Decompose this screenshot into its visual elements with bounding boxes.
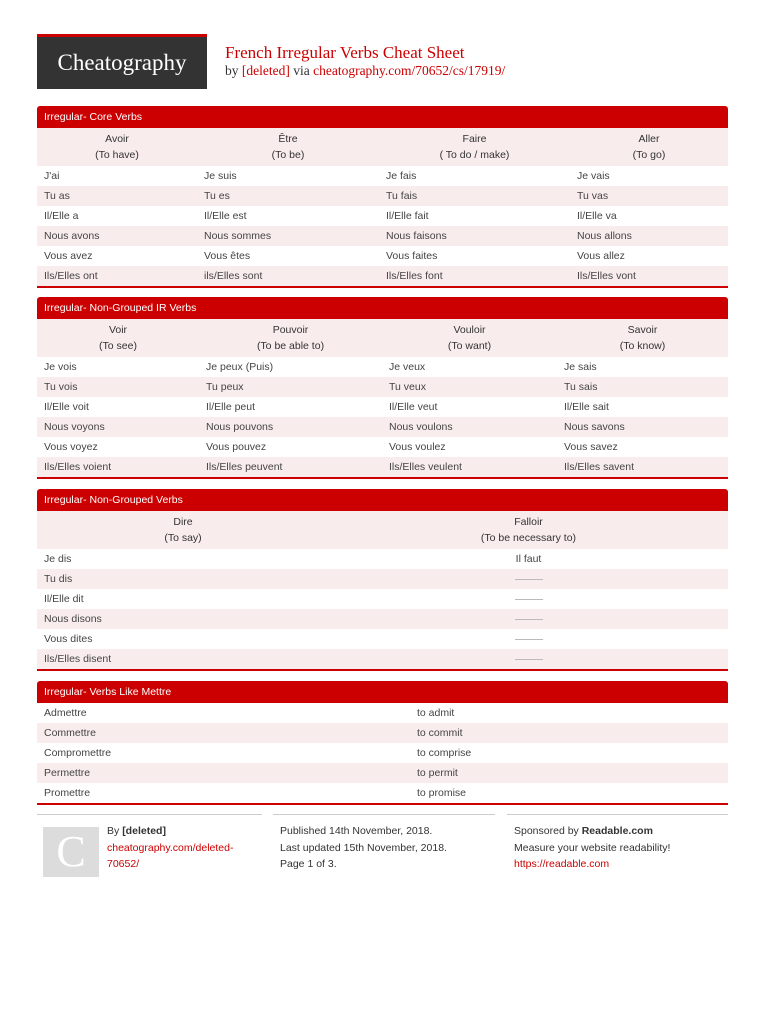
- table-row: [37, 206, 728, 226]
- table-cell: Tu vas: [577, 190, 609, 202]
- verb-name: Savoir: [627, 324, 658, 336]
- table-cell: Je sais: [564, 361, 597, 373]
- table-header-row: [37, 128, 728, 166]
- verb-meaning: (To be): [271, 149, 305, 161]
- table-cell: to comprise: [417, 747, 472, 759]
- logo-text: Cheatography: [57, 50, 187, 75]
- table-row: [37, 377, 728, 397]
- table-row: [37, 437, 728, 457]
- column-header: [197, 128, 379, 166]
- updated-date: Last updated 15th November, 2018.: [280, 841, 447, 854]
- table-cell: Ils/Elles peuvent: [206, 461, 283, 473]
- verb-table: [37, 703, 728, 803]
- table-cell: Nous sommes: [204, 230, 272, 242]
- table-cell: Vous avez: [44, 250, 93, 262]
- blank-line: [515, 619, 543, 620]
- column-header: [557, 319, 728, 357]
- table-row: [37, 226, 728, 246]
- table-row: [37, 743, 728, 763]
- verb-name: Voir: [108, 324, 128, 336]
- table-cell: Il faut: [515, 553, 542, 565]
- table-cell: Nous voulons: [389, 421, 453, 433]
- table-cell: Je dis: [44, 553, 72, 565]
- verb-meaning: (To go): [632, 149, 666, 161]
- verb-meaning: (To see): [99, 340, 137, 352]
- verb-meaning: (To want): [447, 340, 492, 352]
- table-row: [37, 549, 728, 569]
- section-title: Irregular- Core Verbs: [37, 106, 728, 128]
- footer-author: [37, 814, 262, 880]
- blank-line: [515, 579, 543, 580]
- verb-name: Aller: [638, 133, 660, 145]
- footer-author-name[interactable]: [deleted]: [122, 825, 166, 837]
- verb-name: Dire: [173, 516, 193, 528]
- table-cell: Vous êtes: [204, 250, 251, 262]
- table-header-row: [37, 319, 728, 357]
- blank-line: [515, 659, 543, 660]
- table-cell: Admettre: [44, 707, 87, 719]
- table-header-row: [37, 511, 728, 549]
- sponsor-url-link[interactable]: https://readable.com: [514, 858, 610, 870]
- table-row: [37, 266, 728, 286]
- table-cell: Nous allons: [577, 230, 632, 242]
- table-row: [37, 246, 728, 266]
- table-cell: Je veux: [389, 361, 426, 373]
- verb-table: [37, 128, 728, 286]
- table-cell: Vous allez: [577, 250, 625, 262]
- table-row: [37, 783, 728, 803]
- table-cell: Tu fais: [386, 190, 418, 202]
- verb-table: [37, 319, 728, 477]
- table-cell: [329, 589, 728, 609]
- section-mettre-verbs: [37, 681, 728, 805]
- table-cell: Nous disons: [44, 613, 102, 625]
- table-cell: to admit: [417, 707, 455, 719]
- table-cell: Je vais: [577, 170, 610, 182]
- table-cell: Ils/Elles savent: [564, 461, 635, 473]
- section-non-grouped-verbs: [37, 489, 728, 671]
- table-row: [37, 357, 728, 377]
- table-cell: Il/Elle a: [44, 210, 79, 222]
- cheatography-logo[interactable]: [37, 34, 207, 89]
- verb-name: Vouloir: [453, 324, 486, 336]
- column-header: [37, 319, 199, 357]
- table-cell: Ils/Elles disent: [44, 653, 112, 665]
- table-cell: [329, 609, 728, 629]
- verb-name: Faire: [462, 133, 487, 145]
- table-cell: Tu es: [204, 190, 230, 202]
- table-cell: Je peux (Puis): [206, 361, 274, 373]
- by-prefix: by: [225, 63, 239, 78]
- author-link[interactable]: [deleted]: [241, 63, 290, 78]
- column-header: [379, 128, 570, 166]
- table-cell: J'ai: [44, 170, 60, 182]
- table-cell: Nous pouvons: [206, 421, 274, 433]
- table-cell: to permit: [417, 767, 458, 779]
- table-cell: Vous voulez: [389, 441, 446, 453]
- table-cell: to promise: [417, 787, 467, 799]
- table-cell: Tu as: [44, 190, 70, 202]
- table-cell: Commettre: [44, 727, 96, 739]
- table-cell: Ils/Elles ont: [44, 270, 98, 282]
- table-cell: Vous dites: [44, 633, 93, 645]
- page-footer: [37, 814, 728, 884]
- column-header: [199, 319, 382, 357]
- sponsor-name[interactable]: Readable.com: [581, 825, 653, 837]
- verb-name: Être: [278, 133, 298, 145]
- table-cell: Je suis: [204, 170, 237, 182]
- table-cell: Tu vois: [44, 381, 78, 393]
- table-cell: Il/Elle veut: [389, 401, 438, 413]
- table-cell: Vous pouvez: [206, 441, 267, 453]
- table-cell: Ils/Elles vont: [577, 270, 636, 282]
- table-cell: Tu sais: [564, 381, 598, 393]
- section-ir-verbs: [37, 297, 728, 479]
- table-row: [37, 589, 728, 609]
- table-cell: Je vois: [44, 361, 77, 373]
- page-number: Page 1 of 3.: [280, 858, 337, 870]
- table-cell: Il/Elle sait: [564, 401, 609, 413]
- table-cell: Ils/Elles font: [386, 270, 443, 282]
- table-row: [37, 649, 728, 669]
- table-cell: Il/Elle fait: [386, 210, 429, 222]
- section-title: Irregular- Verbs Like Mettre: [37, 681, 728, 703]
- table-cell: [329, 649, 728, 669]
- verb-name: Avoir: [105, 133, 129, 145]
- blank-line: [515, 639, 543, 640]
- table-cell: Il/Elle dit: [44, 593, 84, 605]
- column-header: [382, 319, 557, 357]
- table-cell: [329, 629, 728, 649]
- table-row: [37, 457, 728, 477]
- table-row: [37, 629, 728, 649]
- table-row: [37, 569, 728, 589]
- table-row: [37, 703, 728, 723]
- avatar: C: [43, 827, 99, 877]
- table-cell: Ils/Elles voient: [44, 461, 112, 473]
- column-header: [570, 128, 728, 166]
- column-header: [37, 511, 329, 549]
- column-header: [37, 128, 197, 166]
- table-row: [37, 609, 728, 629]
- table-row: [37, 723, 728, 743]
- table-cell: [329, 569, 728, 589]
- table-cell: Permettre: [44, 767, 91, 779]
- table-cell: Il/Elle est: [204, 210, 247, 222]
- footer-dates: [273, 814, 495, 880]
- blank-line: [515, 599, 543, 600]
- sheet-url-link[interactable]: cheatography.com/70652/cs/17919/: [313, 63, 506, 78]
- table-cell: Tu peux: [206, 381, 244, 393]
- table-cell: Il/Elle voit: [44, 401, 89, 413]
- author-url-link-cont[interactable]: 70652/: [107, 858, 140, 870]
- table-cell: Ils/Elles veulent: [389, 461, 462, 473]
- sponsor-tagline: Measure your website readability!: [514, 841, 671, 854]
- table-cell: Tu dis: [44, 573, 73, 585]
- table-cell: Il/Elle peut: [206, 401, 256, 413]
- column-header: [329, 511, 728, 549]
- via-label: via: [293, 63, 310, 78]
- table-row: [37, 166, 728, 186]
- byline: [225, 63, 505, 79]
- by-label: By: [107, 825, 120, 837]
- table-cell: ils/Elles sont: [204, 270, 263, 282]
- table-cell: Nous avons: [44, 230, 100, 242]
- footer-sponsor: [507, 814, 728, 880]
- verb-meaning: (To be able to): [256, 340, 325, 352]
- sponsor-prefix: Sponsored by: [514, 825, 579, 837]
- table-cell: Nous voyons: [44, 421, 105, 433]
- table-row: [37, 417, 728, 437]
- verb-name: Falloir: [514, 516, 543, 528]
- author-info: [107, 823, 233, 873]
- table-row: [37, 763, 728, 783]
- verb-meaning: (To say): [164, 532, 202, 544]
- verb-name: Pouvoir: [272, 324, 309, 336]
- verb-table: [37, 511, 728, 669]
- table-cell: Tu veux: [389, 381, 426, 393]
- table-cell: Vous voyez: [44, 441, 98, 453]
- table-cell: Compromettre: [44, 747, 112, 759]
- table-cell: Promettre: [44, 787, 91, 799]
- verb-meaning: (To know): [619, 340, 666, 352]
- table-cell: to commit: [417, 727, 463, 739]
- section-core-verbs: [37, 106, 728, 288]
- page-title: French Irregular Verbs Cheat Sheet: [225, 43, 465, 62]
- table-cell: Vous faites: [386, 250, 438, 262]
- section-title: Irregular- Non-Grouped Verbs: [37, 489, 728, 511]
- table-row: [37, 397, 728, 417]
- verb-meaning: (To be necessary to): [480, 532, 577, 544]
- table-cell: Nous faisons: [386, 230, 447, 242]
- verb-meaning: ( To do / make): [439, 149, 510, 161]
- verb-meaning: (To have): [95, 149, 139, 161]
- table-row: [37, 186, 728, 206]
- table-cell: Nous savons: [564, 421, 625, 433]
- published-date: Published 14th November, 2018.: [280, 825, 433, 837]
- table-cell: Je fais: [386, 170, 417, 182]
- section-title: Irregular- Non-Grouped IR Verbs: [37, 297, 728, 319]
- table-cell: Il/Elle va: [577, 210, 617, 222]
- table-cell: Vous savez: [564, 441, 618, 453]
- author-url-link[interactable]: cheatography.com/deleted-: [107, 841, 234, 854]
